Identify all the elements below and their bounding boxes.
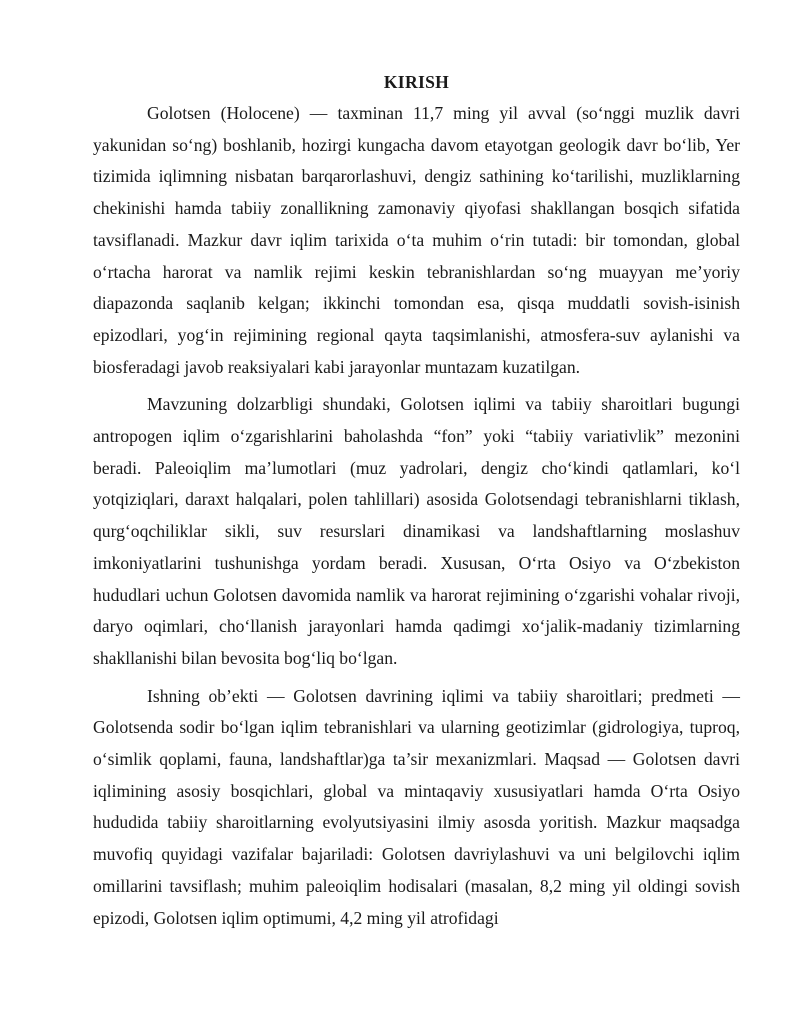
paragraph-introduction: Golotsen (Holocene) — taxminan 11,7 ming yil avval (so‘nggi muzlik davri yakunidan so‘ng) boshlanib, hozirgi kungacha davom etayotgan geologik davr bo‘lib, Yer tizimida iqlimning nisbatan barqarorlashuvi, dengiz sathining ko‘tarilishi, muzliklarning chekinishi hamda tabiiy zonallikning zamonaviy qiyofasi shakllangan bosqich sifatida tavsiflanadi. Mazkur davr iqlim tarixida o‘ta muhim o‘rin tutadi: bir tomondan, global o‘rtacha harorat va namlik rejimi keskin tebranishlardan so‘ng muayyan me’yoriy diapazonda saqlanib kelgan; ikkinchi tomondan esa, qisqa muddatli sovish-isinish epizodlari, yog‘in rejimining regional qayta taqsimlanishi, atmosfera-suv aylanishi va biosferadagi javob reaksiyalari kabi jarayonlar muntazam kuzatilgan.	[93, 103, 740, 377]
section-heading: KIRISH	[383, 72, 450, 92]
paragraph-relevance: Mavzuning dolzarbligi shundaki, Golotsen iqlimi va tabiiy sharoitlari bugungi antropogen iqlim o‘zgarishlarini baholashda “fon” yoki “tabiiy variativlik” mezonini beradi. Paleoiqlim ma’lumotlari (muz yadrolari, dengiz cho‘kindi qatlamlari, ko‘l yotqiziqlari, daraxt halqalari, polen tahlillari) asosida Golotsendagi tebranishlarni tiklash, qurg‘oqchiliklar sikli, suv resurslari dinamikasi va landshaftlarning moslashuv imkoniyatlarini tushunishga yordam beradi. Xususan, O‘rta Osiyo va O‘zbekiston hududlari uchun Golotsen davomida namlik va harorat rejimining o‘zgarishi vohalar rivoji, daryo oqimlari, cho‘llanish jarayonlari hamda qadimgi xo‘jalik-madaniy tizimlarning shakllanishi bilan bevosita bog‘liq bo‘lgan.	[93, 394, 740, 668]
document-body	[93, 70, 740, 940]
paragraph-object-and-goals: Ishning ob’ekti — Golotsen davrining iqlimi va tabiiy sharoitlari; predmeti — Golotsenda sodir bo‘lgan iqlim tebranishlari va ularning geotizimlar (gidrologiya, tuproq, o‘simlik qoplami, fauna, landshaftlar)ga ta’sir mexanizmlari. Maqsad — Golotsen davri iqlimining asosiy bosqichlari, global va mintaqaviy xususiyatlari hamda O‘rta Osiyo hududida tabiiy sharoitlarning evolyutsiyasini ilmiy asosda yoritish. Mazkur maqsadga muvofiq quyidagi vazifalar bajariladi: Golotsen davriylashuvi va uni belgilovchi iqlim omillarini tavsiflash; muhim paleoiqlim hodisalari (masalan, 8,2 ming yil oldingi sovish epizodi, Golotsen iqlim optimumi, 4,2 ming yil atrofidagi	[93, 685, 740, 928]
